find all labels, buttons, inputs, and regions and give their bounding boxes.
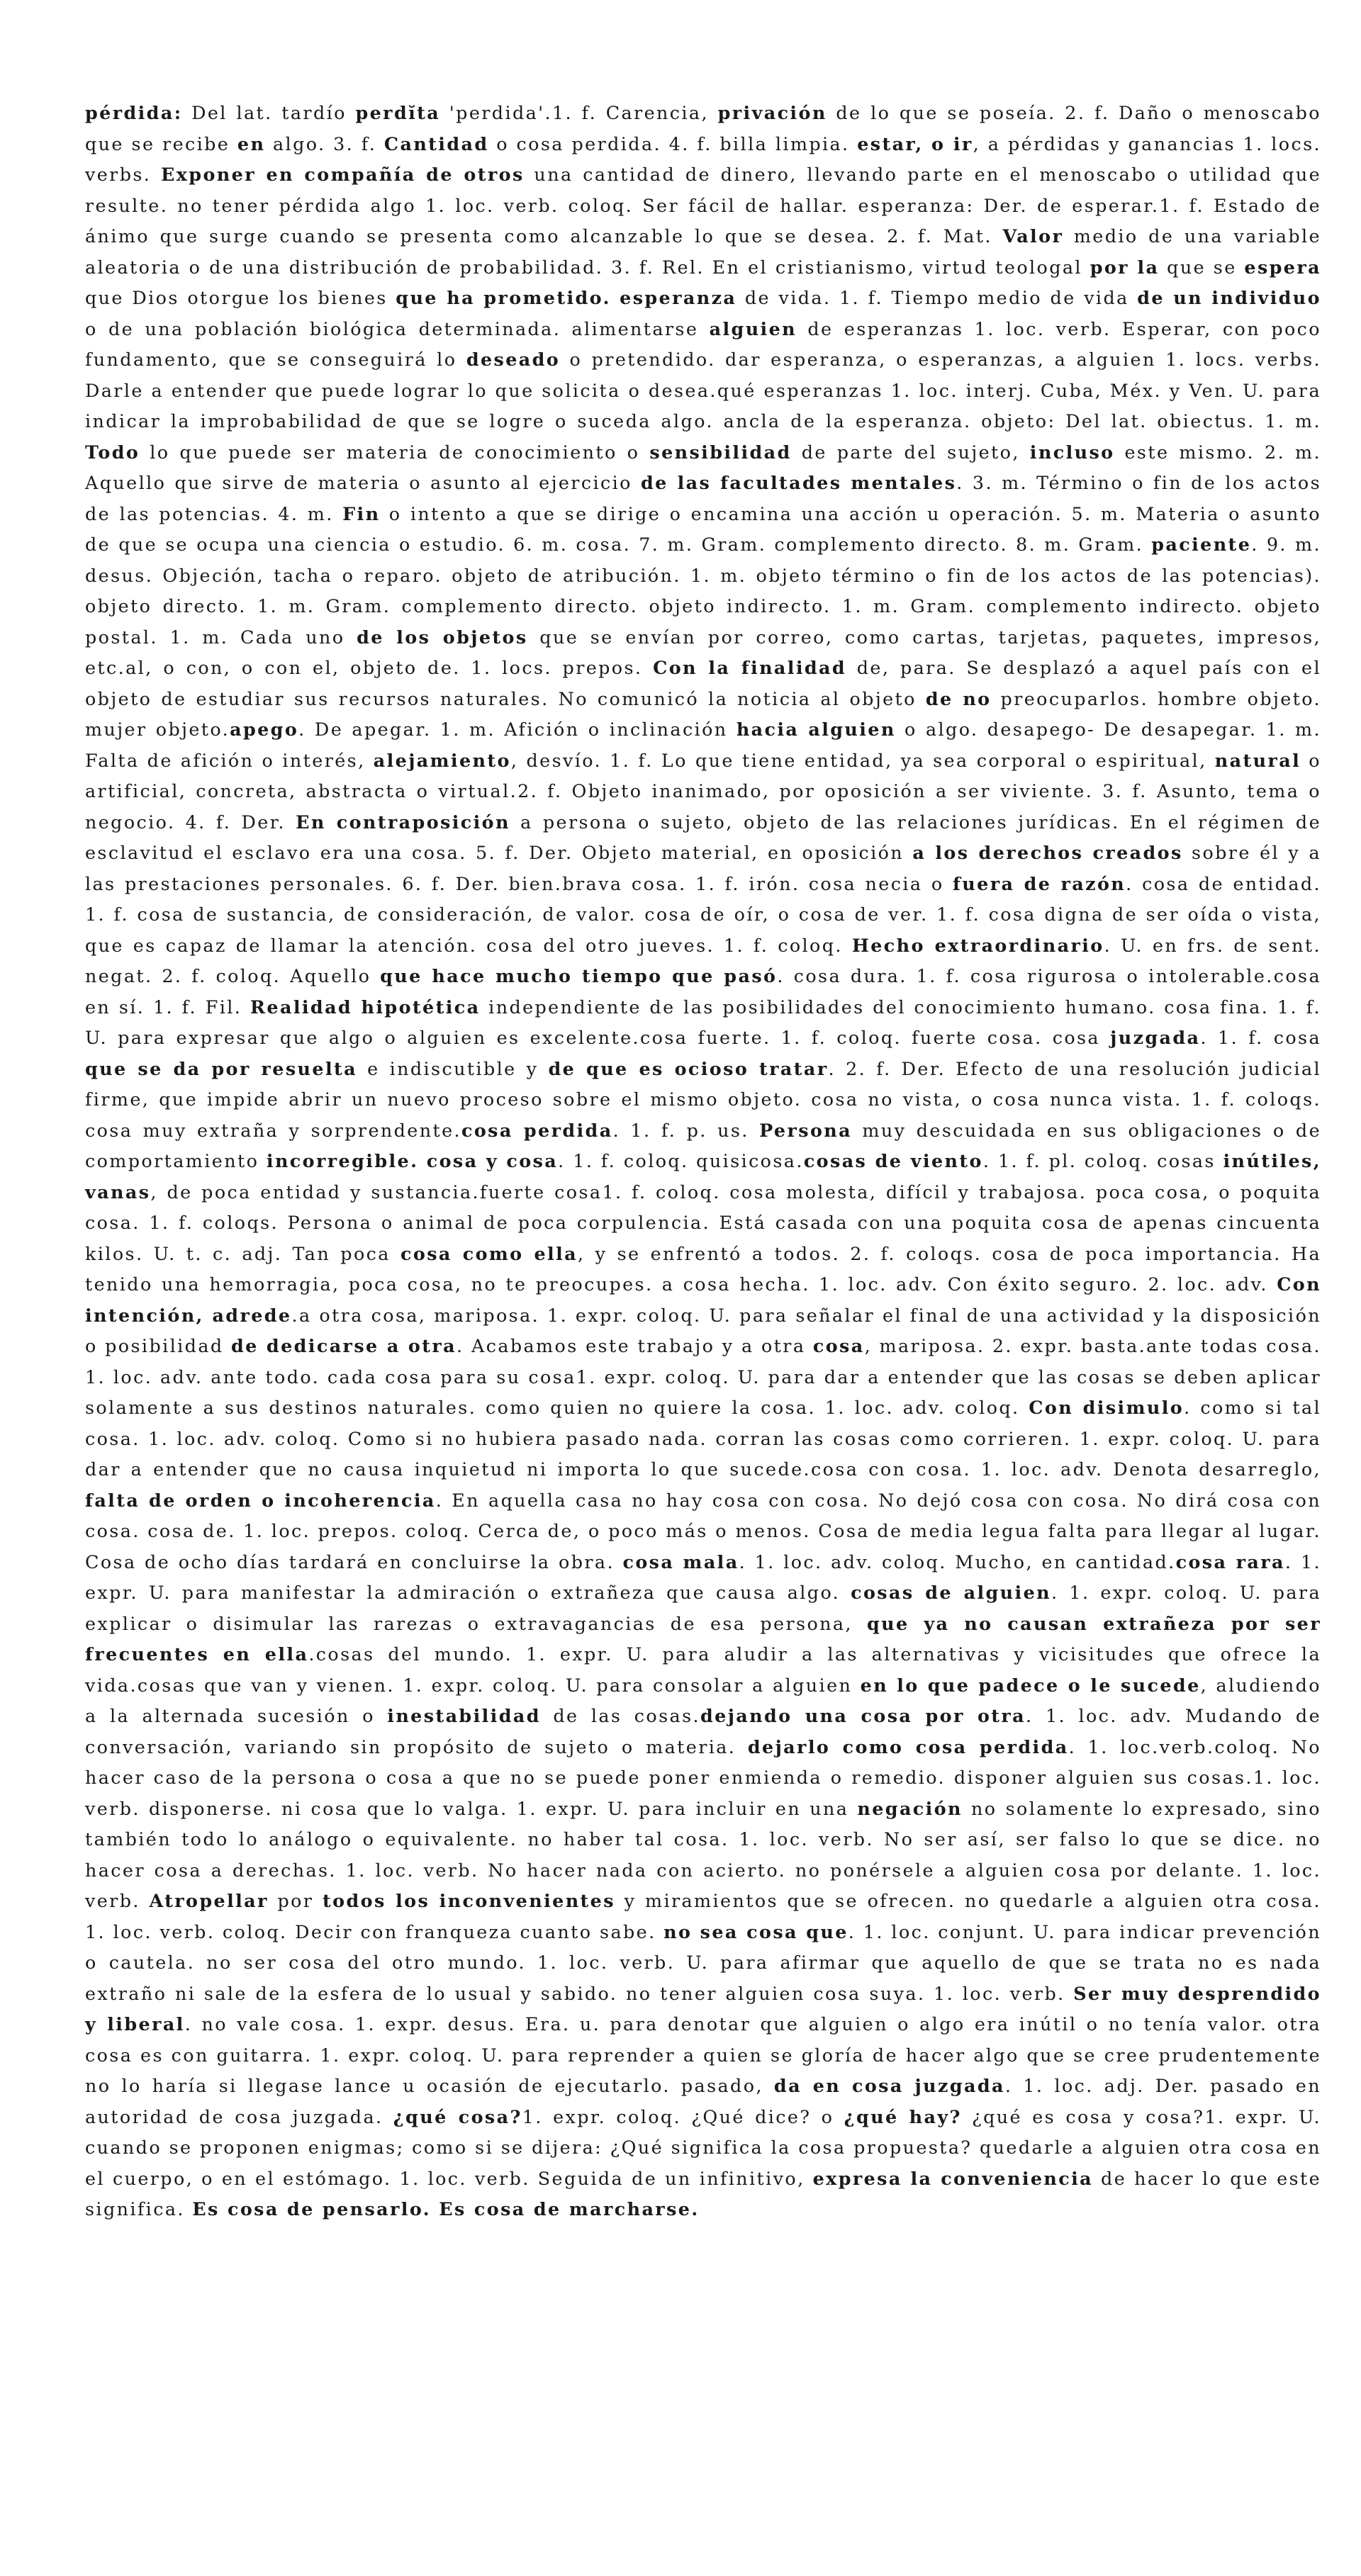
bold-text-run: todos los inconvenientes <box>323 1890 615 1911</box>
bold-text-run: Todo <box>85 441 140 463</box>
bold-text-run: que se da por resuelta <box>85 1057 357 1079</box>
bold-text-run: sensibilidad <box>649 441 792 463</box>
bold-text-run: falta de orden o incoherencia <box>85 1489 436 1511</box>
bold-text-run: inestabilidad <box>387 1705 541 1726</box>
bold-text-run: de no <box>925 687 992 709</box>
bold-text-run: de un individuo <box>1137 287 1322 308</box>
bold-text-run: de los objetos <box>357 626 528 648</box>
bold-text-run: cosa como ella <box>401 1242 578 1264</box>
text-run: . De apegar. 1. m. Afición o inclinación <box>298 719 736 740</box>
bold-text-run: incorregible. cosa y cosa <box>266 1150 559 1171</box>
bold-text-run: en <box>237 133 266 154</box>
text-run: una cantidad de dinero, llevando parte en el menoscabo o utilidad que resulte. no tener pérdida algo 1. loc. verb. coloq. Ser fácil de hallar. esperanza: Der. de esperar.1. f. Estado de ánimo que surge cuando se presenta como alcanzable lo que se desea. 2. f. Mat. <box>85 164 1321 247</box>
text-run: lo que puede ser materia de conocimiento o <box>140 441 650 463</box>
bold-text-run: de las facultades mentales <box>640 472 957 493</box>
bold-text-run: ¿qué cosa? <box>393 2105 522 2127</box>
text-run: . 1. loc. adj. Der. pasado en autoridad de cosa juzgada. <box>85 2075 1321 2127</box>
text-run: que se <box>1159 256 1245 278</box>
bold-text-run: Hecho extraordinario <box>851 934 1104 956</box>
bold-text-run: Persona <box>759 1119 853 1141</box>
bold-text-run: perdĭta <box>355 102 441 123</box>
document-page <box>85 98 1321 2225</box>
bold-text-run: de dedicarse a otra <box>230 1335 457 1356</box>
bold-text-run: que ha prometido. esperanza <box>396 287 737 308</box>
bold-text-run: pérdida: <box>85 102 183 123</box>
bold-text-run: cosa perdida <box>461 1119 613 1141</box>
bold-text-run: juzgada <box>1110 1027 1201 1048</box>
text-run: muy descuidada en sus obligaciones o de comportamiento <box>85 1119 1321 1171</box>
bold-text-run: alguien <box>709 317 797 339</box>
bold-text-run: apego <box>230 719 299 740</box>
text-run: . 1. f. coloq. quisicosa. <box>558 1150 804 1171</box>
text-run: a persona o sujeto, objeto de las relaciones jurídicas. En el régimen de esclavitud el esclavo era una cosa. 5. f. Der. Objeto material, en oposición <box>85 811 1321 863</box>
bold-text-run: Ser muy desprendido y liberal <box>85 1982 1322 2035</box>
text-run: . 1. f. p. us. <box>612 1119 760 1141</box>
text-run: por <box>268 1890 323 1911</box>
bold-text-run: fuera de razón <box>952 872 1126 894</box>
text-run: de las cosas. <box>540 1705 700 1726</box>
bold-text-run: estar, o ir <box>857 133 973 154</box>
text-run: e indiscutible y <box>357 1057 549 1079</box>
text-run: Del lat. tardío <box>182 102 356 123</box>
bold-text-run: Con intención, adrede <box>85 1273 1321 1326</box>
bold-text-run: cosas de alguien <box>851 1582 1052 1603</box>
bold-text-run: paciente <box>1151 534 1252 555</box>
bold-text-run: deseado <box>466 349 561 370</box>
text-run: ¿qué es cosa y cosa?1. expr. U. cuando se proponen enigmas; como si se dijera: ¿Qué significa la cosa propuesta? quedarle a alguien otra cosa en el cuerpo, o en el estómago. 1. loc. verb. Seguida de un infinitivo, <box>85 2105 1321 2189</box>
text-run: . como si tal cosa. 1. loc. adv. coloq. Como si no hubiera pasado nada. corran las cosas como corrieren. 1. expr. coloq. U. para dar a entender que no causa inquietud ni importa lo que sucede.cosa con cosa. 1. loc. adv. Denota desarreglo, <box>85 1397 1322 1480</box>
bold-text-run: privación <box>717 102 827 123</box>
text-run: de hacer lo que este significa. <box>85 2167 1322 2220</box>
bold-text-run: En contraposición <box>296 811 510 833</box>
text-run: no solamente lo expresado, sino también todo lo análogo o equivalente. no haber tal cosa. 1. loc. verb. No ser así, ser falso lo que se dice. no hacer cosa a derechas. 1. loc. verb. No hacer nada con acierto. no ponérsele a alguien cosa por delante. 1. loc. verb. <box>85 1797 1321 1911</box>
text-run: , desvío. 1. f. Lo que tiene entidad, ya sea corporal o espiritual, <box>510 749 1215 771</box>
bold-text-run: cosas de viento <box>803 1150 983 1171</box>
text-run: 1. expr. coloq. ¿Qué dice? o <box>522 2105 844 2127</box>
bold-text-run: que hace mucho tiempo que pasó <box>380 965 778 986</box>
text-run: medio de una variable aleatoria o de una distribución de probabilidad. 3. f. Rel. En el cristianismo, virtud teologal <box>85 225 1321 278</box>
dictionary-text-block <box>85 98 1321 2225</box>
text-run: . 1. expr. coloq. U. para explicar o disimular las rarezas o extravagancias de esa persona, <box>85 1582 1322 1634</box>
bold-text-run: cosa rara <box>1175 1551 1285 1573</box>
bold-text-run: negación <box>857 1797 963 1819</box>
text-run: algo. 3. f. <box>265 133 384 154</box>
text-run: . 1. expr. U. para manifestar la admiración o extrañeza que causa algo. <box>85 1551 1321 1603</box>
bold-text-run: dejando una cosa por otra <box>700 1705 1026 1726</box>
bold-text-run: Cantidad <box>383 133 489 154</box>
text-run: de lo que se poseía. 2. f. Daño o menoscabo que se recibe <box>85 102 1321 154</box>
bold-text-run: espera <box>1244 256 1321 278</box>
text-run: . 1. f. pl. coloq. cosas <box>982 1150 1223 1171</box>
text-run: . 2. f. Der. Efecto de una resolución judicial firme, que impide abrir un nuevo proceso sobre el mismo objeto. cosa no vista, o cosa nunca vista. 1. f. coloqs. cosa muy extraña y sorprendente. <box>85 1057 1322 1141</box>
text-run: , de poca entidad y sustancia.fuerte cosa1. f. coloq. cosa molesta, difícil y trabajosa. poca cosa, o poquita cosa. 1. f. coloqs. Persona o animal de poca corpulencia. Está casada con una poquita cosa de apenas cincuenta kilos. U. t. c. adj. Tan poca <box>85 1181 1321 1264</box>
text-run: que Dios otorgue los bienes <box>85 287 396 308</box>
text-run: . 9. m. desus. Objeción, tacha o reparo. objeto de atribución. 1. m. objeto término o fin de los actos de las potencias). objeto directo. 1. m. Gram. complemento directo. objeto indirecto. 1. m. Gram. complemento indirecto. objeto postal. 1. m. Cada uno <box>85 534 1322 648</box>
text-run: . 1. loc. adv. coloq. Mucho, en cantidad. <box>739 1551 1176 1573</box>
bold-text-run: da en cosa juzgada <box>773 2075 1005 2096</box>
text-run: o de una población biológica determinada. alimentarse <box>85 317 710 339</box>
bold-text-run: Exponer en compañía de otros <box>161 164 525 185</box>
text-run: 'perdida'.1. f. Carencia, <box>440 102 718 123</box>
text-run: o intento a que se dirige o encamina una acción u operación. 5. m. Materia o asunto de que se ocupa una ciencia o estudio. 6. m. cosa. 7. m. Gram. complemento directo. 8. m. Gram. <box>85 502 1321 555</box>
text-run: de esperanzas 1. loc. verb. Esperar, con poco fundamento, que se conseguirá lo <box>85 317 1321 370</box>
text-run: de vida. 1. f. Tiempo medio de vida <box>736 287 1138 308</box>
text-run: .cosas del mundo. 1. expr. U. para aludir a las alternativas y vicisitudes que ofrece la vida.cosas que van y vienen. 1. expr. coloq. U. para consolar a alguien <box>85 1643 1321 1696</box>
bold-text-run: natural <box>1214 749 1301 771</box>
text-run: .a otra cosa, mariposa. 1. expr. coloq. U. para señalar el final de una actividad y la disposición o posibilidad <box>85 1304 1322 1356</box>
bold-text-run: Valor <box>1002 225 1064 247</box>
bold-text-run: Fin <box>342 502 381 524</box>
bold-text-run: inútiles, vanas <box>85 1150 1321 1203</box>
text-run: este mismo. 2. m. Aquello que sirve de materia o asunto al ejercicio <box>85 441 1321 493</box>
bold-text-run: cosa mala <box>622 1551 739 1573</box>
text-run: . 1. f. cosa <box>1200 1027 1321 1048</box>
text-run: de, para. Se desplazó a aquel país con el objeto de estudiar sus recursos naturales. No comunicó la noticia al objeto <box>85 657 1322 709</box>
bold-text-run: Es cosa de pensarlo. Es cosa de marcharse. <box>192 2198 700 2220</box>
bold-text-run: hacia alguien <box>736 719 896 740</box>
bold-text-run: Realidad hipotética <box>250 996 481 1018</box>
text-run: independiente de las posibilidades del conocimiento humano. cosa fina. 1. f. U. para expresar que algo o alguien es excelente.cosa fuerte. 1. f. coloq. fuerte cosa. cosa <box>85 996 1321 1048</box>
text-run: . 1. loc. adv. Mudando de conversación, variando sin propósito de sujeto o materia. <box>85 1705 1322 1757</box>
bold-text-run: incluso <box>1029 441 1115 463</box>
bold-text-run: en lo que padece o le sucede <box>860 1674 1201 1696</box>
text-run: . 3. m. Término o fin de los actos de las potencias. 4. m. <box>85 472 1322 524</box>
text-run: . cosa dura. 1. f. cosa rigurosa o intolerable.cosa en sí. 1. f. Fil. <box>85 965 1322 1018</box>
bold-text-run: cosa <box>812 1335 865 1356</box>
text-run: . no vale cosa. 1. expr. desus. Era. u. para denotar que alguien o algo era inútil o no tenía valor. otra cosa es con guitarra. 1. expr. coloq. U. para reprender a quien se gloría de hacer algo que se cree prudentemente no lo haría si llegase lance u ocasión de ejecutarlo. pasado, <box>85 2013 1321 2096</box>
text-run: sobre él y a las prestaciones personales. 6. f. Der. bien.brava cosa. 1. f. irón. cosa necia o <box>85 842 1321 894</box>
text-run: o artificial, concreta, abstracta o virtual.2. f. Objeto inanimado, por oposición a ser viviente. 3. f. Asunto, tema o negocio. 4. f. Der. <box>85 749 1321 833</box>
text-run: . Acabamos este trabajo y a otra <box>457 1335 813 1356</box>
text-run: . En aquella casa no hay cosa con cosa. No dejó cosa con cosa. No dirá cosa con cosa. cosa de. 1. loc. prepos. coloq. Cerca de, o poco más o menos. Cosa de media legua falta para llegar al lugar. Cosa de ocho días tardará en concluirse la obra. <box>85 1489 1321 1573</box>
text-run: . U. en frs. de sent. negat. 2. f. coloq. Aquello <box>85 934 1321 986</box>
bold-text-run: Atropellar <box>149 1890 269 1911</box>
bold-text-run: expresa la conveniencia <box>812 2167 1094 2189</box>
bold-text-run: ¿qué hay? <box>844 2105 962 2127</box>
bold-text-run: de que es ocioso tratar <box>548 1057 829 1079</box>
bold-text-run: por la <box>1090 256 1160 278</box>
text-run: de parte del sujeto, <box>791 441 1030 463</box>
bold-text-run: no sea cosa que <box>663 1920 848 1942</box>
bold-text-run: a los derechos creados <box>912 842 1183 863</box>
text-run: , y se enfrentó a todos. 2. f. coloqs. cosa de poca importancia. Ha tenido una hemorragia, poca cosa, no te preocupes. a cosa hecha. 1. loc. adv. Con éxito seguro. 2. loc. adv. <box>85 1242 1321 1295</box>
bold-text-run: alejamiento <box>373 749 511 771</box>
text-run: , a pérdidas y ganancias 1. locs. verbs. <box>85 133 1321 185</box>
bold-text-run: dejarlo como cosa perdida <box>747 1736 1069 1757</box>
bold-text-run: Con disimulo <box>1029 1397 1184 1418</box>
bold-text-run: que ya no causan extrañeza por ser frecuentes en ella <box>85 1612 1321 1665</box>
bold-text-run: Con la finalidad <box>653 657 847 678</box>
text-run: y miramientos que se ofrecen. no quedarle a alguien otra cosa. 1. loc. verb. coloq. Decir con franqueza cuanto sabe. <box>85 1890 1321 1942</box>
text-run: o pretendido. dar esperanza, o esperanzas, a alguien 1. locs. verbs. Darle a entender que puede lograr lo que solicita o desea.qué esperanzas 1. loc. interj. Cuba, Méx. y Ven. U. para indicar la improbabilidad de que se logre o suceda algo. ancla de la esperanza. objeto: Del lat. obiectus. 1. m. <box>85 349 1321 432</box>
text-run: o algo. desapego- De desapegar. 1. m. Falta de afición o interés, <box>85 719 1321 771</box>
text-run: preocuparlos. hombre objeto. mujer objeto. <box>85 687 1321 740</box>
text-run: o cosa perdida. 4. f. billa limpia. <box>488 133 858 154</box>
text-run: . cosa de entidad. 1. f. cosa de sustancia, de consideración, de valor. cosa de oír, o cosa de ver. 1. f. cosa digna de ser oída o vista, que es capaz de llamar la atención. cosa del otro jueves. 1. f. coloq. <box>85 872 1321 956</box>
text-run: . 1. loc.verb.coloq. No hacer caso de la persona o cosa a que no se puede poner enmienda o remedio. disponer alguien sus cosas.1. loc. verb. disponerse. ni cosa que lo valga. 1. expr. U. para incluir en una <box>85 1736 1321 1819</box>
text-run: , mariposa. 2. expr. basta.ante todas cosa. 1. loc. adv. ante todo. cada cosa para su cosa1. expr. coloq. U. para dar a entender que las cosas se deben aplicar solamente a sus destinos naturales. como quien no quiere la cosa. 1. loc. adv. coloq. <box>85 1335 1321 1418</box>
text-run: que se envían por correo, como cartas, tarjetas, paquetes, impresos, etc.al, o con, o con el, objeto de. 1. locs. prepos. <box>85 626 1321 678</box>
text-run: . 1. loc. conjunt. U. para indicar prevención o cautela. no ser cosa del otro mundo. 1. loc. verb. U. para afirmar que aquello de que se trata no es nada extraño ni sale de la esfera de lo usual y sabido. no tener alguien cosa suya. 1. loc. verb. <box>85 1920 1321 2004</box>
text-run: , aludiendo a la alternada sucesión o <box>85 1674 1321 1726</box>
